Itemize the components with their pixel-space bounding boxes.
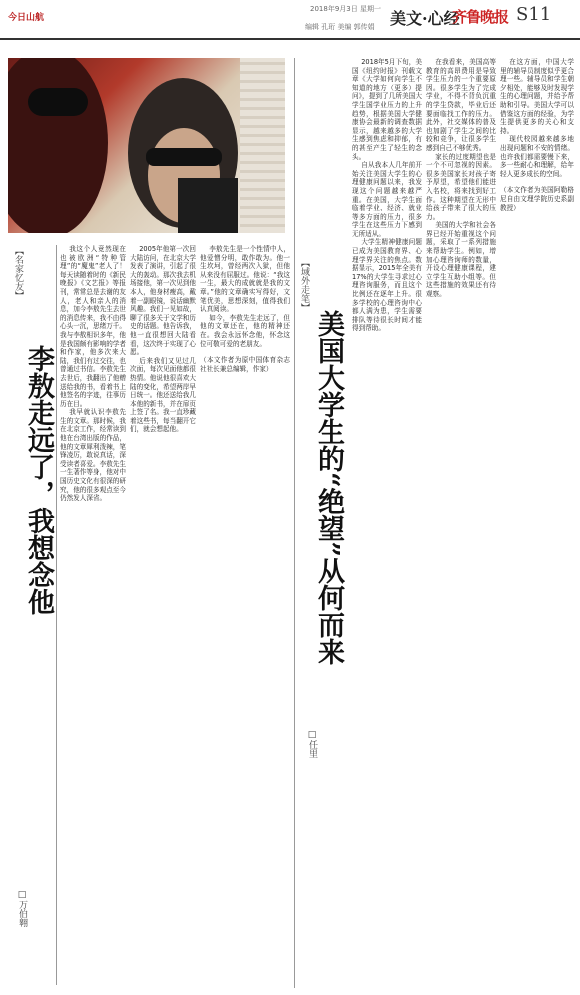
paragraph: 李敖先生是一个性情中人，他爱憎分明，敢作敢为。他一生坎坷，曾经两次入狱，但他从来没有屈服过。他说：“我这一生，最大的成就就是我的文章。”他的文章确实写得好，文笔优美，思想深刻，值得我们认真阅读。	[200, 245, 290, 314]
article-body-column	[130, 245, 196, 985]
paragraph: 在我看来，美国高等教育的高昂费用是导致学生压力的一个重要原因。很多学生为了完成学业，不得不背负沉重的学生贷款，毕业后还要面临找工作的压力。此外，社交媒体的普及也加剧了学生之间的比较和竞争，让很多学生感到自己不够优秀。	[426, 58, 496, 152]
article-title: 美国大学生的“绝望”从何而来	[313, 310, 344, 666]
article-tag: 【名家忆友】	[13, 246, 23, 300]
issue-date: 2018年9月3日 星期一	[310, 5, 381, 13]
article-photo	[8, 58, 285, 233]
paragraph: 大学生精神健康问题已成为美国教育界、心理学界关注的焦点。数据显示，2015年全美有17%的大学生寻求过心理咨询服务，而且这个比例还在逐年上升。很多学校的心理咨询中心都人满为患，学生需要排队等待很长时间才能得到帮助。	[352, 238, 422, 333]
author-note: （本文作者为原中国体育杂志社社长兼总编辑，作家）	[200, 356, 290, 373]
article-author: □任里	[307, 730, 317, 758]
paragraph: 2005年他第一次回大陆访问，在北京大学发表了演讲，引起了很大的轰动。那次我去机场接他，第一次见到他本人，他身材瘦高，戴着一副眼镜，说话幽默风趣。我们一见如故，聊了很多关于文学和历史的话题。他告诉我，他一直很想回大陆看看，这次终于实现了心愿。	[130, 245, 196, 357]
article-title: 李敖走远了，我想念他	[23, 345, 54, 615]
paragraph: 如今，李敖先生走远了，但他的文章还在，他的精神还在。我会永远怀念他，怀念这位可敬可爱的老朋友。	[200, 313, 290, 348]
article-author: □万伯翱	[17, 890, 27, 927]
paragraph: 美国的大学和社会各界已经开始重视这个问题，采取了一系列措施来帮助学生。例如，增加心理咨询师的数量，开设心理健康课程，建立学生互助小组等。但这些措施的效果还有待观察。	[426, 221, 496, 299]
editor-credits: 编辑 孔珩 美编 郭传娟	[305, 23, 375, 31]
article-body-column	[200, 245, 290, 985]
paragraph: 自从我本人几年前开始关注美国大学生的心理健康问题以来，我发现这个问题越来越严重。在美国，大学生面临着学业、经济、就业等多方面的压力，很多学生在这些压力下感到无所适从。	[352, 161, 422, 238]
paragraph: 后来我们又见过几次面，每次见面他都很热情。他说他很喜欢大陆的变化，希望两岸早日统一。他还送给我几本他的新书，并在扉页上签了名。我一直珍藏着这些书，每当翻开它们，就会想起他。	[130, 356, 196, 434]
column-rule	[56, 245, 57, 985]
author-note: （本文作者为美国阿勒格尼自由文理学院历史系副教授）	[500, 186, 574, 212]
article-body-column	[60, 245, 126, 985]
paragraph: 现代校园越来越多地出现问题和不安的情绪。也许我们都需要慢下来，多一些耐心和理解，给年轻人更多成长的空间。	[500, 135, 574, 178]
article-divider	[294, 58, 295, 988]
paragraph: 在这方面，中国大学里的辅导员制度似乎更合理一些。辅导员和学生朝夕相处，能够及时发现学生的心理问题，并给予帮助和引导。美国大学可以借鉴这方面的经验，为学生提供更多的关心和支持。	[500, 58, 574, 135]
column-title: 美文·心经	[390, 9, 460, 28]
paragraph: 我这个人竟然现在也被欧洲“特种管理”的“魔鬼”老人了！每天读随着时的《新民晚报》《文艺报》等报刊，常常总是去谢的友人，老人和亲人的消息，加今李敖先生去世的消息传来，我不由得心头一沉，思绪万千。我与李敖相识多年，他是我国颇有影响的学者和作家，他多次来大陆，我们有过交往，也曾通过书信。李敖先生去世后，我翻出了他赠送给我的书，看着书上他签名的字迹，往事历历在目。	[60, 245, 126, 408]
paragraph: 2018年5月下旬，美国《纽约时报》刊载文章《大学如何向学生不知道的地方（更多）提问》，提到了几所美国大学生国学业压力的上升趋势，根据美国大学健康协会最新的调查数据显示，越来越多的大学生感到焦虑和抑郁，有的甚至产生了轻生的念头。	[352, 58, 422, 161]
newspaper-logo	[452, 6, 508, 27]
article-body-column	[352, 58, 422, 988]
page-number: S11	[516, 4, 552, 25]
article-body-column	[426, 58, 496, 988]
section-label: 今日山航	[8, 13, 45, 23]
logo-text: 齐鲁晚报	[452, 8, 509, 26]
paragraph: 家长的过度期望也是一个不可忽视的因素。很多美国家长对孩子寄予厚望，希望他们能进入名校，将来找到好工作。这种期望在无形中给孩子带来了很大的压力。	[426, 152, 496, 221]
article-tag: 【域外走笔】	[299, 258, 309, 312]
article-body-column	[500, 58, 574, 988]
paragraph: 我早就认识李敖先生的文章。那时候，我在北京工作，经常读到他在台湾出版的作品，他的文章犀利泼辣，笔锋凌厉，敢说真话，深受读者喜爱。李敖先生一生著作等身，他对中国历史文化有很深的研究，他的很多观点至今仍然发人深省。	[60, 408, 126, 503]
